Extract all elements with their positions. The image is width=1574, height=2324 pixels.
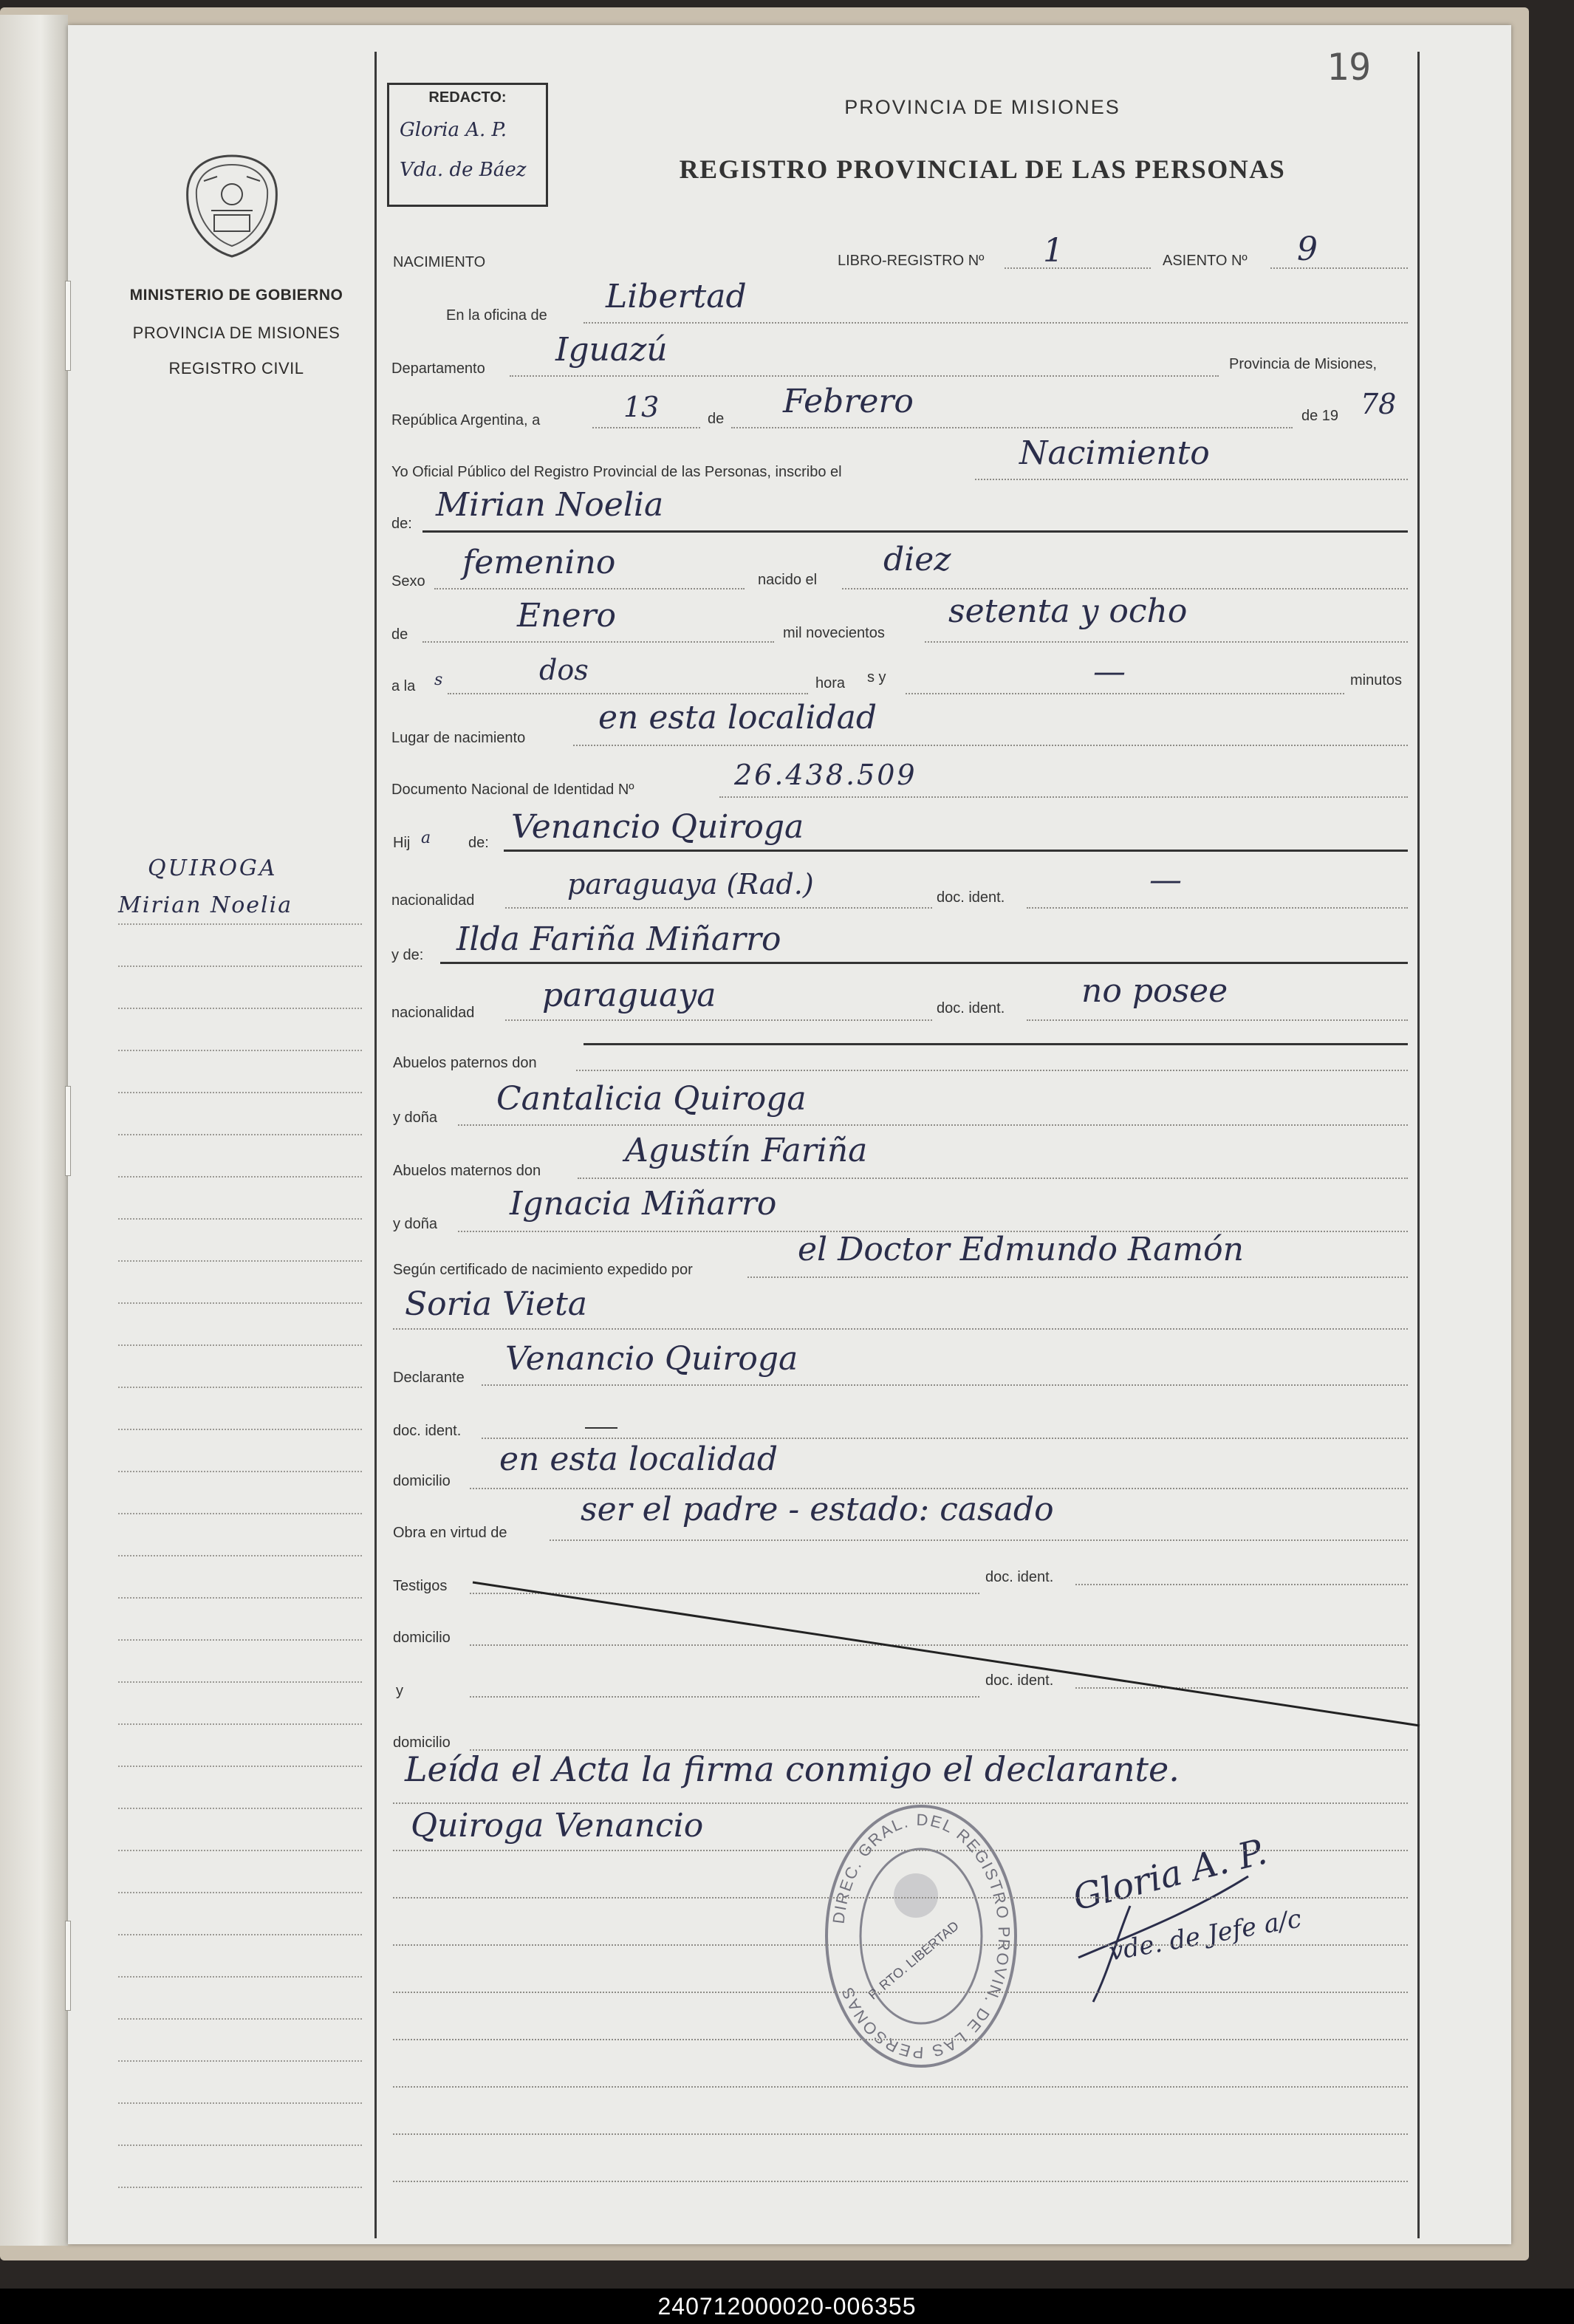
- margin-ruled-line: [118, 2018, 362, 2020]
- margin-ruled-line: [118, 1134, 362, 1135]
- departamento-value: Iguazú: [555, 331, 668, 369]
- nacido-dots: [842, 588, 1408, 589]
- stamp-inner-text: P. RTO. LIBERTAD: [865, 1918, 962, 2003]
- de-label: de: [708, 411, 725, 427]
- domicilio3-label: domicilio: [393, 1735, 451, 1751]
- book-spine-fold: [0, 15, 68, 2246]
- abuelos-pat-rule: [584, 1043, 1408, 1045]
- margin-ruled-line: [118, 1471, 362, 1472]
- nac1-dots: [505, 907, 932, 909]
- body-ruled-line: [393, 1802, 1408, 1804]
- hora-dots: [448, 693, 808, 694]
- dni-label: Documento Nacional de Identidad Nº: [391, 782, 634, 798]
- signature-name: Gloria A. P.: [1069, 1831, 1271, 1919]
- redacto-label: REDACTO:: [428, 89, 507, 106]
- sexo-dots: [434, 588, 745, 589]
- obra-value: ser el padre - estado: casado: [581, 1491, 1054, 1528]
- registry-stamp-icon: [821, 1800, 1021, 2073]
- dia-dots: [592, 427, 700, 428]
- provincia-suffix: Provincia de Misiones,: [1229, 356, 1378, 372]
- testigos-label: Testigos: [393, 1578, 448, 1594]
- nombre-rule: [422, 530, 1408, 533]
- abuelos-pat-dona-label: y doña: [393, 1110, 438, 1126]
- margin-ruled-line: [118, 923, 362, 925]
- departamento-dots: [510, 375, 1219, 377]
- declarante-label: Declarante: [393, 1370, 465, 1386]
- redacto-name: Gloria A. P.: [400, 119, 507, 141]
- binding-stitch: [65, 1921, 71, 2011]
- libro-dots: [1005, 267, 1151, 269]
- provincia-title: PROVINCIA DE MISIONES: [844, 96, 1120, 118]
- footer-code: 240712000020-006355: [657, 2293, 917, 2320]
- margin-ruled-line: [118, 1597, 362, 1599]
- nacido-value: diez: [883, 541, 951, 578]
- margin-ruled-line: [118, 1260, 362, 1262]
- docident3-dash: [585, 1427, 617, 1429]
- margin-ruled-line: [118, 1218, 362, 1220]
- docident3-label: doc. ident.: [393, 1423, 462, 1439]
- ala-label: a la: [391, 678, 416, 694]
- mes2-value: Enero: [517, 597, 617, 635]
- libro-value: 1: [1043, 232, 1064, 270]
- redacto-box: [387, 83, 548, 207]
- dni-dots: [719, 796, 1408, 798]
- oficina-label: En la oficina de: [446, 307, 547, 324]
- padre-rule: [504, 850, 1408, 852]
- margin-ruled-line: [118, 1681, 362, 1683]
- hora-suffix: s y: [867, 669, 886, 686]
- certificado-value-2: Soria Vieta: [405, 1285, 587, 1323]
- margin-ruled-line: [118, 1513, 362, 1514]
- signature-title: vde. de Jefe a/c: [1106, 1904, 1304, 1967]
- domicilio1-dots: [470, 1488, 1408, 1489]
- body-ruled-line: [393, 1944, 1408, 1946]
- body-ruled-line: [393, 1850, 1408, 1851]
- ala-value: s: [434, 671, 443, 689]
- mes2-dots: [422, 641, 774, 643]
- mes-value: Febrero: [783, 383, 914, 420]
- libro-label: LIBRO-REGISTRO Nº: [838, 253, 985, 269]
- de-nombre-label: de:: [391, 516, 412, 532]
- certificado-dots-2: [393, 1328, 1408, 1330]
- docident2-label: doc. ident.: [937, 1000, 1005, 1016]
- margin-ruled-line: [118, 1766, 362, 1767]
- minutos-label: minutos: [1350, 672, 1403, 688]
- margin-ruled-line: [118, 1555, 362, 1556]
- oficina-dots: [584, 322, 1408, 324]
- mil-value: setenta y ocho: [948, 592, 1188, 630]
- margin-ruled-line: [118, 1808, 362, 1809]
- margin-ruled-line: [118, 1092, 362, 1093]
- y-label: y: [396, 1683, 403, 1699]
- abuelos-mat-dots: [578, 1178, 1408, 1179]
- abuelos-mat-dona-label: y doña: [393, 1216, 438, 1232]
- margin-ruled-line: [118, 1387, 362, 1388]
- oficial-label: Yo Oficial Público del Registro Provincial de las Personas, inscribo el: [391, 464, 842, 480]
- docident5-label: doc. ident.: [985, 1672, 1054, 1689]
- certificado-label: Según certificado de nacimiento expedido por: [393, 1262, 693, 1278]
- abuelos-pat-label: Abuelos paternos don: [393, 1055, 537, 1071]
- province-coat-of-arms-icon: [182, 151, 282, 261]
- registro-civil-label: REGISTRO CIVIL: [168, 359, 304, 377]
- abuela-pat-dots: [458, 1124, 1408, 1126]
- padre-value: Venancio Quiroga: [511, 808, 804, 846]
- leida-text: Leída el Acta la firma conmigo el declarante.: [405, 1749, 1180, 1789]
- margin-ruled-line: [118, 1429, 362, 1430]
- body-ruled-line: [393, 2133, 1408, 2135]
- body-ruled-line: [393, 1897, 1408, 1898]
- margin-ruled-line: [118, 1934, 362, 1935]
- obra-label: Obra en virtud de: [393, 1525, 507, 1541]
- margin-ruled-line: [118, 1976, 362, 1978]
- domicilio1-label: domicilio: [393, 1473, 451, 1489]
- minutos-value: —: [1093, 653, 1126, 691]
- margin-surname: QUIROGA: [148, 855, 278, 881]
- redacto-name-line2: Vda. de Báez: [400, 159, 527, 181]
- docident1-dots: [1027, 907, 1408, 909]
- margin-ruled-line: [118, 1639, 362, 1641]
- left-margin-rule: [374, 52, 377, 2238]
- signature-flourish: [1064, 1825, 1374, 2009]
- hija-label: Hij: [393, 835, 411, 851]
- de2-label: de: [391, 626, 408, 643]
- asiento-label: ASIENTO Nº: [1163, 253, 1248, 269]
- hija-de-label: de:: [468, 835, 489, 851]
- hora-value: dos: [539, 654, 589, 686]
- obra-dots: [550, 1539, 1408, 1541]
- abuelos-pat-dots: [576, 1070, 1408, 1071]
- mil-label: mil novecientos: [783, 625, 885, 641]
- margin-ruled-line: [118, 1344, 362, 1346]
- docident1-value: —: [1149, 861, 1182, 899]
- lugar-dots: [573, 745, 1408, 746]
- nac1-value: paraguaya (Rad.): [567, 868, 814, 900]
- asiento-dots: [1270, 267, 1408, 269]
- mil-dots: [925, 641, 1408, 643]
- docident4-label: doc. ident.: [985, 1569, 1054, 1585]
- dia-value: 13: [623, 391, 660, 423]
- testigos-strike-line: [465, 1573, 1426, 1736]
- abuela-pat-value: Cantalicia Quiroga: [496, 1080, 807, 1118]
- margin-ruled-line: [118, 2144, 362, 2146]
- nombre-value: Mirian Noelia: [436, 486, 664, 524]
- page-number: 19: [1327, 46, 1372, 89]
- yde-label: y de:: [391, 947, 424, 963]
- margin-ruled-line: [118, 1008, 362, 1009]
- lugar-value: en esta localidad: [598, 699, 877, 736]
- docident1-label: doc. ident.: [937, 889, 1005, 906]
- official-signature: [1064, 1825, 1374, 2009]
- margin-ruled-line: [118, 1850, 362, 1851]
- body-ruled-line: [393, 2086, 1408, 2088]
- abuela-mat-value: Ignacia Miñarro: [510, 1185, 777, 1223]
- margin-ruled-line: [118, 966, 362, 967]
- margin-ruled-line: [118, 2060, 362, 2062]
- nacimiento-label: NACIMIENTO: [393, 254, 486, 270]
- margin-names: Mirian Noelia: [118, 892, 293, 918]
- dni-value: 26.438.509: [734, 759, 917, 791]
- declarante-dots: [482, 1384, 1408, 1386]
- hija-suffix: a: [421, 829, 431, 847]
- abuelo-mat-value: Agustín Fariña: [625, 1132, 868, 1169]
- margin-ruled-line: [118, 2187, 362, 2188]
- republica-label: República Argentina, a: [391, 412, 541, 428]
- ministerio-label: MINISTERIO DE GOBIERNO: [129, 287, 343, 304]
- declarante-value: Venancio Quiroga: [505, 1340, 798, 1378]
- margin-ruled-line: [118, 2102, 362, 2104]
- oficial-dots: [975, 479, 1408, 480]
- margin-ruled-line: [118, 1892, 362, 1893]
- domicilio1-value: en esta localidad: [499, 1440, 779, 1478]
- anio-label: de 19: [1301, 408, 1339, 424]
- nac2-value: paraguaya: [542, 977, 716, 1014]
- hora-label: hora: [815, 675, 846, 691]
- body-ruled-line: [393, 2181, 1408, 2182]
- stamp-outer-text: DIREC. GRAL. DEL REGISTRO PROVIN. DE LAS PERSONAS: [829, 1810, 1014, 2062]
- nac1-label: nacionalidad: [391, 892, 475, 909]
- margin-ruled-line: [118, 1176, 362, 1178]
- docident2-dots: [1027, 1019, 1408, 1021]
- certificado-dots: [747, 1277, 1408, 1278]
- right-margin-rule: [1417, 52, 1420, 2238]
- margin-ruled-line: [118, 1302, 362, 1304]
- firma-declarante: Quiroga Venancio: [411, 1807, 704, 1845]
- certificado-value: el Doctor Edmundo Ramón: [798, 1231, 1244, 1268]
- sexo-value: femenino: [462, 544, 616, 581]
- lugar-label: Lugar de nacimiento: [391, 730, 526, 746]
- minutos-dots: [906, 693, 1344, 694]
- asiento-value: 9: [1297, 230, 1318, 268]
- oficial-value: Nacimiento: [1019, 434, 1210, 472]
- docident3-dots: [482, 1438, 1408, 1439]
- margin-ruled-line: [118, 1723, 362, 1725]
- binding-stitch: [65, 281, 71, 371]
- mes-dots: [731, 427, 1293, 428]
- margin-ruled-line: [118, 1050, 362, 1051]
- registro-title: REGISTRO PROVINCIAL DE LAS PERSONAS: [679, 154, 1286, 184]
- sexo-label: Sexo: [391, 573, 425, 589]
- nacido-label: nacido el: [758, 572, 818, 588]
- madre-rule: [440, 962, 1408, 964]
- body-ruled-line: [393, 2039, 1408, 2040]
- provincia-label: PROVINCIA DE MISIONES: [132, 324, 341, 342]
- departamento-label: Departamento: [391, 360, 485, 377]
- body-ruled-line: [393, 1992, 1408, 1993]
- binding-stitch: [65, 1086, 71, 1176]
- abuelos-mat-label: Abuelos maternos don: [393, 1163, 541, 1179]
- madre-value: Ilda Fariña Miñarro: [456, 920, 781, 958]
- domicilio2-label: domicilio: [393, 1630, 451, 1646]
- anio-value: 78: [1361, 388, 1397, 420]
- oficina-value: Libertad: [606, 278, 747, 315]
- docident2-value: no posee: [1081, 972, 1228, 1010]
- nac2-label: nacionalidad: [391, 1005, 475, 1021]
- nac2-dots: [505, 1019, 932, 1021]
